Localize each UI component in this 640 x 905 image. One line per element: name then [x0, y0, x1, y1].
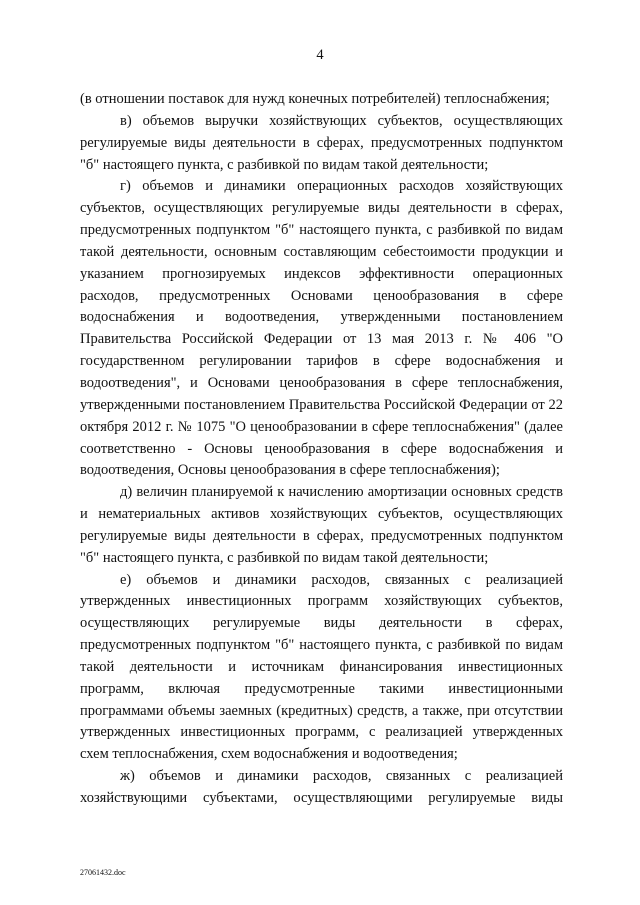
paragraph-g: г) объемов и динамики операционных расходов хозяйствующих субъектов, осуществляющих регулируемые виды деятельности в сферах, предусмотренных подпунктом "б" настоящего пункта, с разбивкой по видам такой деятельности, основным составляющим себестоимости продукции и указанием прогнозируемых индексов эффективности операционных расходов, предусмотренных Основами ценообразования в сфере водоснабжения и водоотведения, утвержденными постановлением Правительства Российской Федерации от 13 мая 2013 г. № 406 "О государственном регулировании тарифов в сфере водоснабжения и водоотведения", и Основами ценообразования в сфере теплоснабжения, утвержденными постановлением Правительства Российской Федерации от 22 октября 2012 г. № 1075 "О ценообразовании в сфере теплоснабжения" (далее соответственно - Основы ценообразования в сфере водоснабжения и водоотведения, Основы ценообразования в сфере теплоснабжения); [80, 178, 563, 479]
paragraph-d: д) величин планируемой к начислению амортизации основных средств и нематериальных активов хозяйствующих субъектов, осуществляющих регулируемые виды деятельности в сферах, предусмотренных подпунктом "б" настоящего пункта, с разбивкой по видам такой деятельности; [80, 484, 563, 566]
paragraph-v: в) объемов выручки хозяйствующих субъектов, осуществляющих регулируемые виды деятельности в сферах, предусмотренных подпунктом "б" настоящего пункта, с разбивкой по видам такой деятельности; [80, 112, 563, 173]
paragraph-e: е) объемов и динамики расходов, связанных с реализацией утвержденных инвестиционных программ хозяйствующих субъектов, осуществляющих регулируемые виды деятельности в сферах, предусмотренных подпунктом "б" настоящего пункта, с разбивкой по видам такой деятельности и источникам финансирования инвестиционных программ, включая предусмотренные такими инвестиционными программами объемы заемных (кредитных) средств, а также, при отсутствии утвержденных инвестиционных программ, с реализацией утвержденных схем теплоснабжения, схем водоснабжения и водоотведения; [80, 571, 563, 763]
page-number: 4 [316, 47, 324, 63]
document-body [80, 89, 563, 810]
paragraph-b-continuation: (в отношении поставок для нужд конечных потребителей) теплоснабжения; [80, 91, 550, 107]
footer-document-ref: 27061432.doc [80, 868, 126, 877]
paragraph-zh: ж) объемов и динамики расходов, связанных с реализацией хозяйствующими субъектами, осуществляющими регулируемые виды [80, 768, 563, 806]
